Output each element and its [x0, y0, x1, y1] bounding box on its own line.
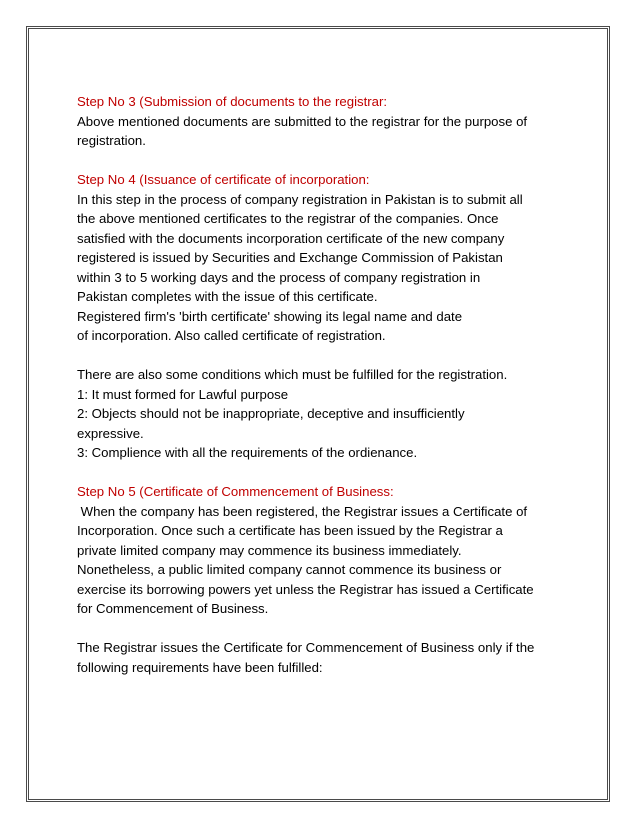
- list-item: expressive.: [77, 425, 144, 441]
- section-conditions: [77, 365, 577, 463]
- paragraph-line: The Registrar issues the Certificate for Commencement of Business only if the: [77, 640, 535, 655]
- paragraph-line: When the company has been registered, the Registrar issues a Certificate of: [77, 503, 528, 519]
- paragraph-line: registration.: [77, 133, 146, 148]
- step-4-heading: Step No 4 (Issuance of certificate of incorporation:: [77, 172, 370, 187]
- paragraph-line: for Commencement of Business.: [77, 601, 269, 616]
- document-body: [77, 92, 577, 677]
- paragraph-line: Above mentioned documents are submitted to the registrar for the purpose of: [77, 113, 528, 129]
- paragraph-line: registered is issued by Securities and Exchange Commission of Pakistan: [77, 250, 503, 265]
- paragraph-line: Pakistan completes with the issue of this certificate.: [77, 289, 378, 304]
- paragraph-line: within 3 to 5 working days and the process of company registration in: [77, 269, 481, 285]
- paragraph-line: private limited company may commence its business immediately.: [77, 542, 462, 558]
- section-step-3: [77, 92, 577, 151]
- step-3-heading: Step No 3 (Submission of documents to the registrar:: [77, 94, 388, 109]
- section-closing: [77, 638, 577, 677]
- paragraph-line: In this step in the process of company registration in Pakistan is to submit all: [77, 191, 523, 207]
- section-step-5: [77, 482, 577, 619]
- step-5-heading: Step No 5 (Certificate of Commencement of Business:: [77, 484, 394, 499]
- section-step-4: [77, 170, 577, 346]
- paragraph-line: Registered firm's 'birth certificate' showing its legal name and date: [77, 308, 463, 324]
- list-item: 2: Objects should not be inappropriate, deceptive and insufficiently: [77, 406, 465, 421]
- paragraph-line: the above mentioned certificates to the registrar of the companies. Once: [77, 211, 499, 226]
- paragraph-line: There are also some conditions which must be fulfilled for the registration.: [77, 367, 508, 382]
- paragraph-line: Nonetheless, a public limited company cannot commence its business or: [77, 562, 502, 577]
- paragraph-line: following requirements have been fulfilled:: [77, 659, 323, 675]
- list-item: 1: It must formed for Lawful purpose: [77, 386, 289, 402]
- paragraph-line: exercise its borrowing powers yet unless the Registrar has issued a Certificate: [77, 581, 534, 597]
- list-item: 3: Complience with all the requirements of the ordienance.: [77, 445, 418, 460]
- paragraph-line: satisfied with the documents incorporation certificate of the new company: [77, 230, 505, 246]
- paragraph-line: of incorporation. Also called certificate of registration.: [77, 328, 386, 343]
- paragraph-line: Incorporation. Once such a certificate has been issued by the Registrar a: [77, 523, 503, 538]
